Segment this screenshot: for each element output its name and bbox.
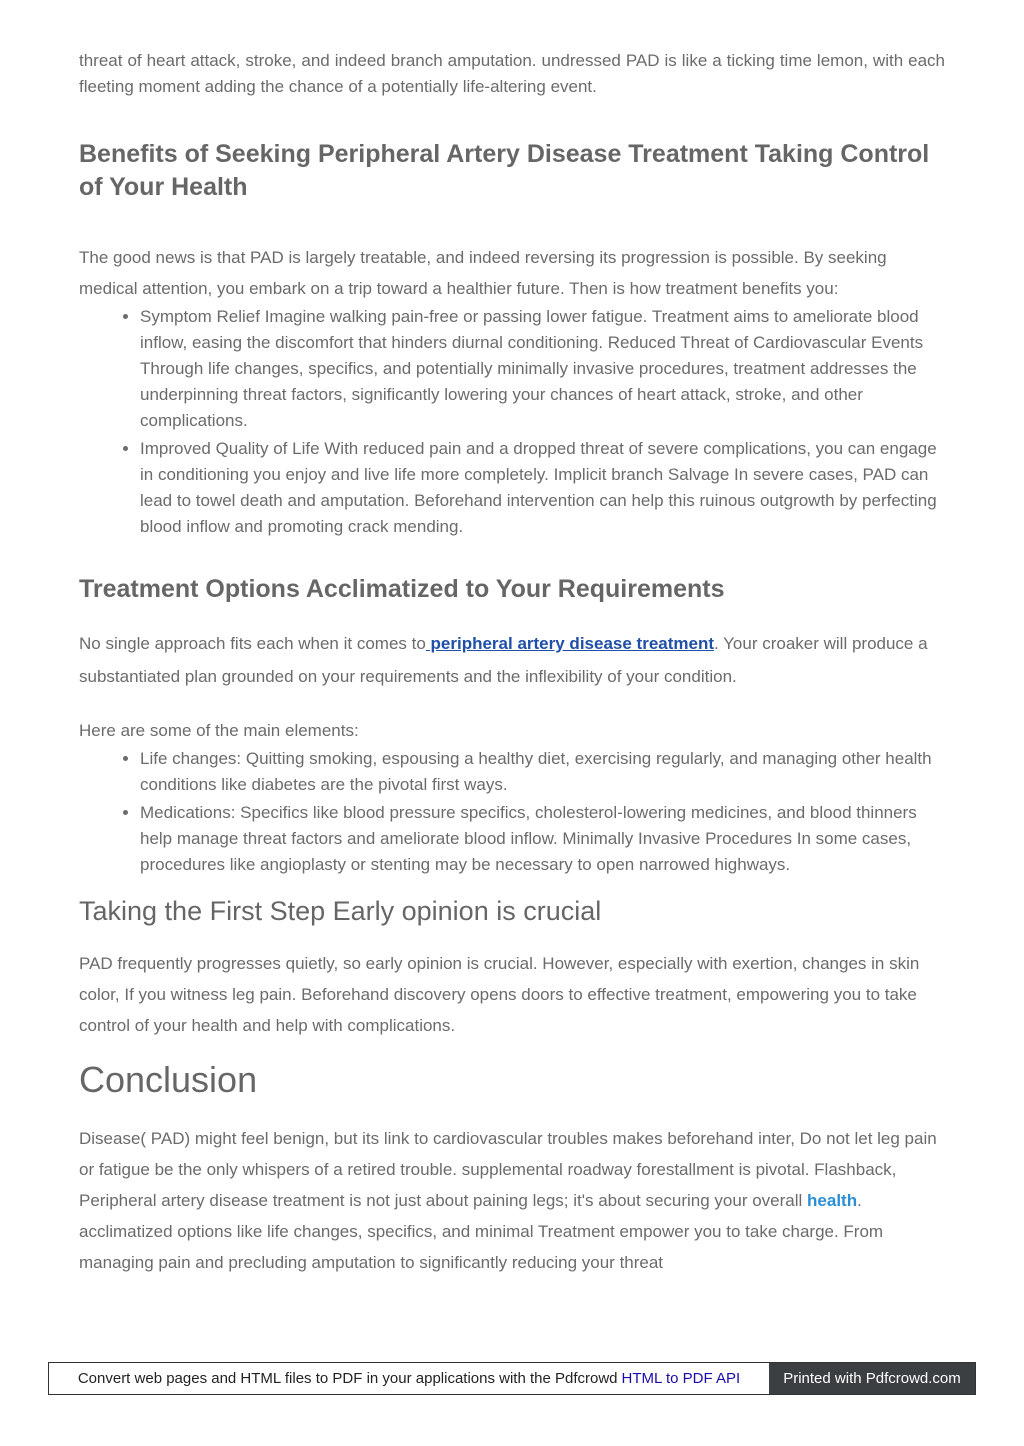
footer-left [49,1363,769,1394]
intro-paragraph: threat of heart attack, stroke, and indeed branch amputation. undressed PAD is like a ticking time lemon, with each fleeting moment adding the chance of a potentially life-altering event. [79,51,945,96]
first-step-paragraph: PAD frequently progresses quietly, so early opinion is crucial. However, especially with exertion, changes in skin color, If you witness leg pain. Beforehand discovery opens doors to effective treatment, empowering you to take control of your health and help with complications. [79,954,920,1035]
first-step-heading: Taking the First Step Early opinion is crucial [79,896,602,926]
options-text-after: . Your croaker will produce a substantiated plan grounded on your requirements and the inflexibility of your condition. [79,634,928,686]
elements-intro: Here are some of the main elements: [79,721,359,740]
options-paragraph [79,627,945,693]
list-item: • Life changes: Quitting smoking, espousing a healthy diet, exercising regularly, and managing other health conditions like diabetes are the pivotal first ways. [140,746,945,798]
list-item: • Improved Quality of Life With reduced pain and a dropped threat of severe complications, you can engage in conditioning you enjoy and live life more completely. Implicit branch Salvage In severe cases, PAD can lead to towel death and amputation. Beforehand intervention can help this ruinous outgrowth by perfecting blood inflow and promoting crack mending. [140,436,945,540]
peripheral-treatment-link[interactable]: peripheral artery disease treatment [425,634,714,653]
benefits-heading: Benefits of Seeking Peripheral Artery Disease Treatment Taking Control of Your Health [79,140,930,201]
conclusion-text-before: Disease( PAD) might feel benign, but its link to cardiovascular troubles makes beforehand inter, Do not let leg pain or fatigue be the only whispers of a retired trouble. supplemental roadway forestallment is pivotal. Flashback, Peripheral artery disease treatment is not just about paining legs; it's about securing your overall [79,1129,937,1210]
conclusion-text-after: . acclimatized options like life changes, specifics, and minimal Treatment empower you to take charge. From managing pain and precluding amputation to significantly reducing your threat [79,1191,884,1272]
printed-with-badge[interactable]: Printed with Pdfcrowd.com [769,1363,975,1394]
list-item: • Symptom Relief Imagine walking pain-free or passing lower fatigue. Treatment aims to ameliorate blood inflow, easing the discomfort that hinders diurnal conditioning. Reduced Threat of Cardiovascular Events Through life changes, specifics, and potentially minimally invasive procedures, treatment addresses the underpinning threat factors, significantly lowering your chances of heart attack, stroke, and other complications. [140,304,945,434]
options-text-before: No single approach fits each when it comes to [79,634,426,653]
conclusion-paragraph [79,1123,945,1278]
options-heading: Treatment Options Acclimatized to Your Requirements [79,575,725,603]
article-body [79,48,945,1278]
benefits-list [79,304,945,540]
conclusion-heading: Conclusion [79,1059,258,1100]
pdfcrowd-footer [48,1362,976,1395]
footer-text: Convert web pages and HTML files to PDF in your applications with the Pdfcrowd [77,1370,618,1387]
benefits-paragraph: The good news is that PAD is largely treatable, and indeed reversing its progression is possible. By seeking medical attention, you embark on a trip toward a healthier future. Then is how treatment benefits you: [79,248,887,298]
list-item: • Medications: Specifics like blood pressure specifics, cholesterol-lowering medicines, and blood thinners help manage threat factors and ameliorate blood inflow. Minimally Invasive Procedures In some cases, procedures like angioplasty or stenting may be necessary to open narrowed highways. [140,800,945,878]
html-to-pdf-api-link[interactable]: HTML to PDF API [621,1370,741,1387]
elements-list [79,746,945,878]
health-link[interactable]: health [807,1191,858,1210]
